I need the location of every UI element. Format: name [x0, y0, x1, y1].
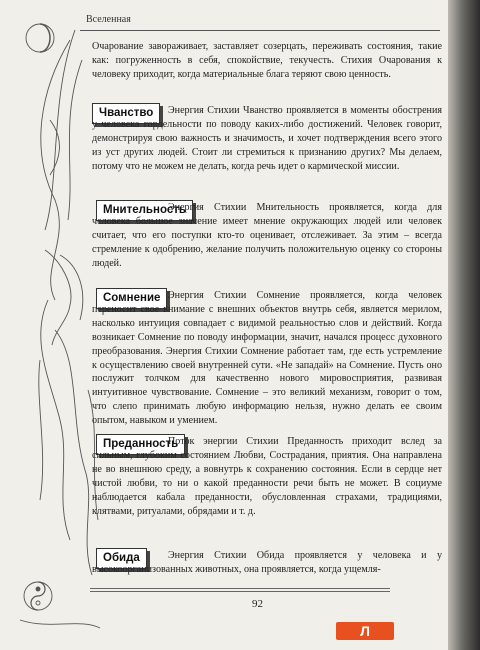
intro-paragraph: Очарование завораживает, заставляет созерцать, переживать состояния, такие как: погруженность в себя, спокойствие, текучесть. Стихия Очарования к человеку приходит, когда материальные блага теряют свою ценность.: [92, 41, 442, 80]
footer-rule: [90, 588, 390, 592]
section-text-obida: Энергия Стихии Обида проявляется у человека и у высокоорганизованных животных, она проявляется, когда ущемля-: [92, 550, 442, 575]
running-header: Вселенная: [86, 14, 131, 25]
heading-obida: Обида: [96, 548, 147, 569]
section-text-chvanstvo: Энергия Стихии Чванство проявляется в моменты обострения у человека гордельности по поводу каких-либо достижений. Человек говорит, демонстрируя свою важность и значимость, и хочет подтверждения всего этого из уст других людей. Стоит ли стремиться к признанию других? Мы делаем, потому что не можем не делать, когда речь идет о кармической миссии.: [92, 105, 442, 172]
page-edge-shadow: [448, 0, 480, 650]
heading-predannost: Преданность: [96, 434, 185, 455]
header-rule: [80, 30, 440, 31]
heading-chvanstvo: Чванство: [92, 103, 160, 124]
section-text-mnitelnost: Энергия Стихии Мнительность проявляется, когда для человека большое значение имеет мнение окружающих людей или человек считает, что его поступки кто-то оценивает, отслеживает. За этим – всегда стремление к одобрению, желание получить положительную оценку со стороны людей.: [92, 202, 442, 269]
page-number: 92: [252, 598, 263, 610]
heading-somnenie: Сомнение: [96, 288, 167, 309]
labirint-logo: Л: [336, 622, 394, 640]
heading-mnitelnost: Мнительность: [96, 200, 193, 221]
section-text-somnenie: Энергия Стихии Сомнение проявляется, когда человек переносит свое внимание с внешних объектов внутрь себя, является мерилом, насколько интуиция совпадает с видимой реальностью слов и действий. Когда возникает Сомнение по поводу информации, значит, начался процесс духовного преобразования. Энергия Стихии Сомнение работает там, где есть устремление к осуществлению своей внутренней сути. «Не западай» на Сомнение. Пусть оно послужит толчком для качественно нового мировосприятия, развивая интуитивное чувствование. Сомнение – это великий механизм, говорит о том, что слепо принимать любую информацию нельзя, нужно делать ее своим опытом, навыком и умением.: [92, 290, 442, 427]
section-text-predannost: Поток энергии Стихии Преданность приходит вслед за сильным, глубоким состоянием Любви, Сострадания, приятия. Она направлена не во внешнюю среду, а вовнутрь к сохранению состояния. Если в сердце нет чистой любви, то ни о какой преданности речи быть не может. В социуме наблюдается кабала преданности, обусловленная страхами, традициями, клятвами, ритуалами, обрядами и т. д.: [92, 436, 442, 517]
